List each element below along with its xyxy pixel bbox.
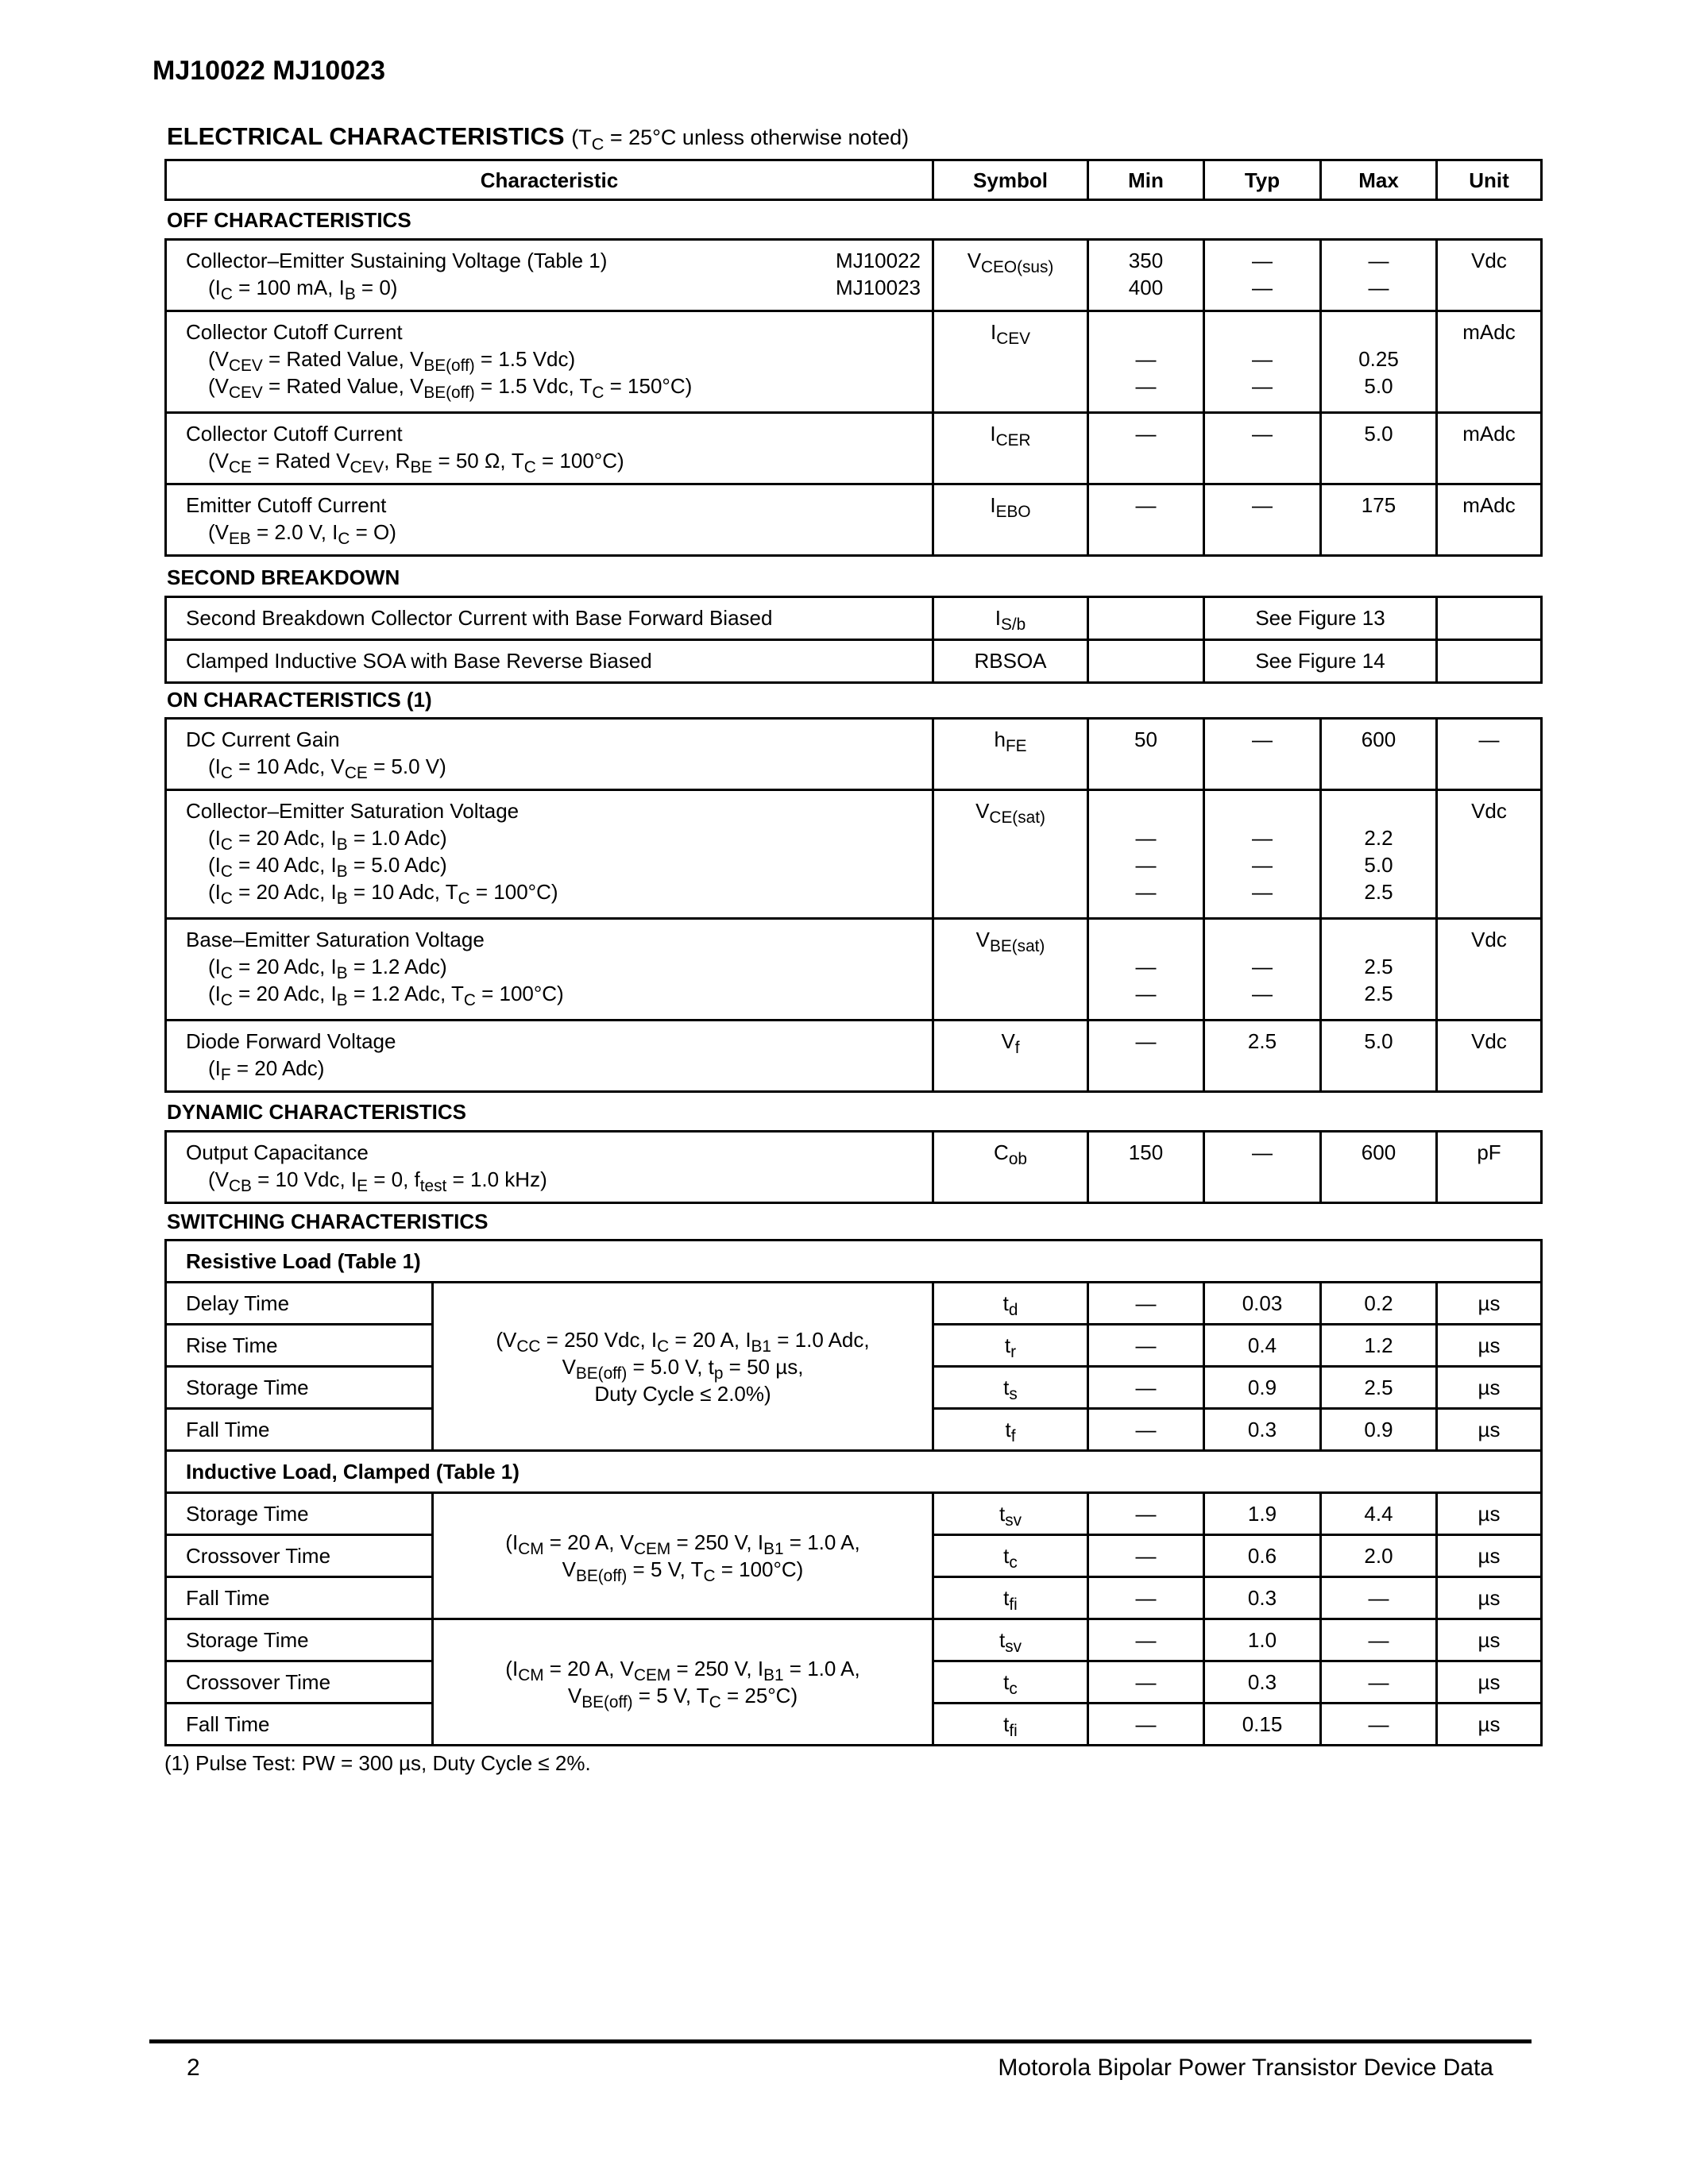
characteristic-name: Crossover Time bbox=[166, 1661, 433, 1704]
electrical-characteristics-heading bbox=[167, 122, 910, 154]
max-value: — bbox=[1321, 1577, 1437, 1619]
symbol: $t_{fi}$ bbox=[933, 1704, 1088, 1746]
typ-value: — bbox=[1252, 249, 1273, 272]
column-header-table bbox=[164, 159, 1543, 201]
unit-value: µs bbox=[1437, 1409, 1542, 1451]
max-value: 5.0 bbox=[1321, 1021, 1437, 1092]
table-row bbox=[166, 1451, 1542, 1493]
unit-value: mAdc bbox=[1437, 484, 1542, 556]
symbol: $I_{EBO}$ bbox=[933, 484, 1088, 556]
footer-rule bbox=[149, 2039, 1532, 2043]
min-value: — bbox=[1135, 982, 1157, 1005]
characteristic-name: Collector–Emitter Sustaining Voltage (Table 1) bbox=[186, 249, 608, 272]
symbol: $t_f$ bbox=[933, 1409, 1088, 1451]
max-value: — bbox=[1321, 1704, 1437, 1746]
symbol: $V_{CEO(sus)}$ bbox=[933, 240, 1088, 311]
typ-value: 0.6 bbox=[1204, 1535, 1321, 1577]
min-value: 150 bbox=[1088, 1132, 1204, 1203]
unit-value: Vdc bbox=[1437, 790, 1542, 919]
symbol: $t_{sv}$ bbox=[933, 1493, 1088, 1535]
test-condition: ($I_{CM} = 20$ A, $V_{CEM} = 250$ V, $I_{B1} = 1.0$ A, $V_{BE(off)} = 5$ V, $T_C = 100^\circ C$) bbox=[433, 1493, 933, 1619]
characteristic-name: Output Capacitance bbox=[186, 1140, 369, 1164]
test-condition: ($I_C = 100$ mA, $I_B = 0$) bbox=[208, 276, 398, 304]
typ-value: — bbox=[1252, 276, 1273, 299]
characteristic-name: Storage Time bbox=[166, 1619, 433, 1661]
characteristic-name: Collector–Emitter Saturation Voltage bbox=[186, 799, 520, 823]
table-row bbox=[166, 413, 1542, 484]
table-row bbox=[166, 1241, 1542, 1283]
typ-value: 1.0 bbox=[1204, 1619, 1321, 1661]
characteristic-name: Crossover Time bbox=[166, 1535, 433, 1577]
max-value: — bbox=[1368, 249, 1389, 272]
part-number: MJ10023 bbox=[836, 276, 921, 299]
symbol: $V_{CE(sat)}$ bbox=[933, 790, 1088, 919]
table-row bbox=[166, 240, 1542, 311]
min-value: — bbox=[1088, 1021, 1204, 1092]
table-row bbox=[166, 640, 1542, 683]
switching-characteristics-table bbox=[164, 1239, 1543, 1746]
max-value: 0.2 bbox=[1321, 1283, 1437, 1325]
symbol: $t_r$ bbox=[933, 1325, 1088, 1367]
symbol: $t_s$ bbox=[933, 1367, 1088, 1409]
unit-value: — bbox=[1437, 719, 1542, 790]
unit-value: µs bbox=[1437, 1577, 1542, 1619]
max-value: 0.9 bbox=[1321, 1409, 1437, 1451]
test-condition: ($I_C = 20$ Adc, $I_B = 1.0$ Adc) bbox=[208, 826, 447, 855]
characteristic-name: Clamped Inductive SOA with Base Reverse Biased bbox=[166, 640, 933, 683]
symbol: $t_c$ bbox=[933, 1661, 1088, 1704]
typ-value: 0.3 bbox=[1204, 1661, 1321, 1704]
typ-value: 0.3 bbox=[1204, 1409, 1321, 1451]
test-condition: ($I_C = 20$ Adc, $I_B = 1.2$ Adc, $T_C = 100^\circ C$) bbox=[208, 982, 564, 1010]
typ-value: — bbox=[1252, 982, 1273, 1005]
footnote: (1) Pulse Test: PW = 300 µs, Duty Cycle ≤ 2%. bbox=[164, 1751, 591, 1775]
test-condition: ($I_C = 20$ Adc, $I_B = 1.2$ Adc) bbox=[208, 955, 447, 983]
min-value: — bbox=[1088, 1619, 1204, 1661]
characteristic-name: Collector Cutoff Current bbox=[186, 320, 403, 344]
symbol: $h_{FE}$ bbox=[933, 719, 1088, 790]
col-typ: Typ bbox=[1204, 160, 1321, 200]
typ-value: — bbox=[1252, 826, 1273, 850]
resistive-load-heading: Resistive Load (Table 1) bbox=[166, 1241, 1542, 1283]
typ-value: 0.9 bbox=[1204, 1367, 1321, 1409]
min-value: — bbox=[1088, 1577, 1204, 1619]
unit-value: mAdc bbox=[1437, 311, 1542, 413]
max-value: 2.0 bbox=[1321, 1535, 1437, 1577]
max-value: 175 bbox=[1321, 484, 1437, 556]
characteristic-name: Fall Time bbox=[166, 1409, 433, 1451]
table-row bbox=[166, 1132, 1542, 1203]
min-value: — bbox=[1088, 1704, 1204, 1746]
test-condition: ($V_{CC} = 250$ Vdc, $I_C = 20$ A, $I_{B1} = 1.0$ Adc, $V_{BE(off)} = 5.0$ V, $t_p = 50$ µs, Duty Cycle ≤ 2.0%) bbox=[433, 1283, 933, 1451]
table-row bbox=[166, 311, 1542, 413]
min-value: 50 bbox=[1088, 719, 1204, 790]
max-value: 0.25 bbox=[1358, 347, 1399, 371]
symbol: $I_{CER}$ bbox=[933, 413, 1088, 484]
typ-value: 0.4 bbox=[1204, 1325, 1321, 1367]
symbol: RBSOA bbox=[933, 640, 1088, 683]
characteristic-name: Rise Time bbox=[166, 1325, 433, 1367]
characteristic-name: Fall Time bbox=[166, 1704, 433, 1746]
test-condition: ($I_C = 10$ Adc, $V_{CE} = 5.0$ V) bbox=[208, 754, 446, 783]
table-row bbox=[166, 597, 1542, 640]
section-off-characteristics: OFF CHARACTERISTICS bbox=[167, 208, 411, 232]
max-value: 4.4 bbox=[1321, 1493, 1437, 1535]
min-value: — bbox=[1088, 1535, 1204, 1577]
typ-value: — bbox=[1204, 719, 1321, 790]
table-row bbox=[166, 1619, 1542, 1661]
unit-value: Vdc bbox=[1437, 919, 1542, 1021]
characteristic-name: Emitter Cutoff Current bbox=[186, 493, 387, 517]
table-row bbox=[166, 919, 1542, 1021]
symbol: $V_{BE(sat)}$ bbox=[933, 919, 1088, 1021]
table-row bbox=[166, 790, 1542, 919]
test-condition: ($I_F = 20$ Adc) bbox=[208, 1056, 325, 1085]
page-title: MJ10022 MJ10023 bbox=[153, 56, 386, 86]
min-value: — bbox=[1088, 1493, 1204, 1535]
unit-value: Vdc bbox=[1437, 1021, 1542, 1092]
typ-value: — bbox=[1252, 347, 1273, 371]
max-value: 2.5 bbox=[1321, 1367, 1437, 1409]
footer-text: Motorola Bipolar Power Transistor Device Data bbox=[998, 2055, 1493, 2081]
typ-value: — bbox=[1252, 955, 1273, 978]
typ-value: — bbox=[1204, 413, 1321, 484]
max-value: 5.0 bbox=[1364, 374, 1393, 398]
min-value: — bbox=[1088, 484, 1204, 556]
section-switching-characteristics: SWITCHING CHARACTERISTICS bbox=[167, 1210, 489, 1233]
min-value: — bbox=[1135, 374, 1157, 398]
characteristic-name: Delay Time bbox=[166, 1283, 433, 1325]
max-value: 2.5 bbox=[1364, 955, 1393, 978]
test-condition: ($I_{CM} = 20$ A, $V_{CEM} = 250$ V, $I_{B1} = 1.0$ A, $V_{BE(off)} = 5$ V, $T_C = 25^\circ C$) bbox=[433, 1619, 933, 1746]
max-value: 2.5 bbox=[1364, 982, 1393, 1005]
symbol: $V_f$ bbox=[933, 1021, 1088, 1092]
inductive-load-heading: Inductive Load, Clamped (Table 1) bbox=[166, 1451, 1542, 1493]
see-figure: See Figure 13 bbox=[1204, 597, 1437, 640]
typ-value: — bbox=[1252, 853, 1273, 877]
unit-value: µs bbox=[1437, 1325, 1542, 1367]
symbol: $t_c$ bbox=[933, 1535, 1088, 1577]
off-characteristics-table bbox=[164, 238, 1543, 557]
unit-value: mAdc bbox=[1437, 413, 1542, 484]
max-value: — bbox=[1321, 1661, 1437, 1704]
col-max: Max bbox=[1321, 160, 1437, 200]
section-dynamic-characteristics: DYNAMIC CHARACTERISTICS bbox=[167, 1100, 466, 1124]
test-condition: ($I_C = 40$ Adc, $I_B = 5.0$ Adc) bbox=[208, 853, 447, 882]
unit-value: Vdc bbox=[1437, 240, 1542, 311]
typ-value: — bbox=[1252, 374, 1273, 398]
on-characteristics-table bbox=[164, 717, 1543, 1093]
typ-value: — bbox=[1204, 1132, 1321, 1203]
max-value: — bbox=[1321, 1619, 1437, 1661]
col-unit: Unit bbox=[1437, 160, 1542, 200]
unit-value: µs bbox=[1437, 1283, 1542, 1325]
characteristic-name: Collector Cutoff Current bbox=[186, 422, 403, 446]
min-value: — bbox=[1088, 1409, 1204, 1451]
max-value: — bbox=[1368, 276, 1389, 299]
section-second-breakdown: SECOND BREAKDOWN bbox=[167, 565, 400, 589]
symbol: $t_{fi}$ bbox=[933, 1577, 1088, 1619]
page-number: 2 bbox=[187, 2055, 200, 2081]
max-value: 2.5 bbox=[1364, 880, 1393, 904]
table-row bbox=[166, 719, 1542, 790]
section-on-characteristics: ON CHARACTERISTICS (1) bbox=[167, 688, 432, 712]
max-value: 2.2 bbox=[1364, 826, 1393, 850]
max-value: 600 bbox=[1321, 1132, 1437, 1203]
heading-note: ($T_C = 25^\circ C$ unless otherwise noted) bbox=[571, 125, 910, 154]
col-min: Min bbox=[1088, 160, 1204, 200]
typ-value: 0.3 bbox=[1204, 1577, 1321, 1619]
part-number: MJ10022 bbox=[836, 249, 921, 272]
test-condition: ($V_{EB} = 2.0$ V, $I_C = O$) bbox=[208, 520, 396, 549]
dynamic-characteristics-table bbox=[164, 1130, 1543, 1204]
typ-value: 2.5 bbox=[1204, 1021, 1321, 1092]
unit-value: µs bbox=[1437, 1535, 1542, 1577]
table-row bbox=[166, 1493, 1542, 1535]
symbol: $I_{S/b}$ bbox=[933, 597, 1088, 640]
characteristic-name: Storage Time bbox=[166, 1493, 433, 1535]
typ-value: — bbox=[1252, 880, 1273, 904]
table-row bbox=[166, 1283, 1542, 1325]
unit-value: pF bbox=[1437, 1132, 1542, 1203]
characteristic-name: Fall Time bbox=[166, 1577, 433, 1619]
test-condition: ($V_{CE}$ = Rated $V_{CEV}$, $R_{BE} = 50$ Ω, $T_C = 100^\circ C$) bbox=[208, 449, 624, 477]
min-value: — bbox=[1088, 1325, 1204, 1367]
characteristic-name: DC Current Gain bbox=[186, 727, 340, 751]
min-value: — bbox=[1088, 1283, 1204, 1325]
test-condition: ($V_{CB} = 10$ Vdc, $I_E = 0$, $f_{test} = 1.0$ kHz) bbox=[208, 1167, 547, 1196]
min-value: — bbox=[1088, 413, 1204, 484]
symbol: $I_{CEV}$ bbox=[933, 311, 1088, 413]
typ-value: 0.15 bbox=[1204, 1704, 1321, 1746]
typ-value: 1.9 bbox=[1204, 1493, 1321, 1535]
max-value: 600 bbox=[1321, 719, 1437, 790]
unit-value: µs bbox=[1437, 1619, 1542, 1661]
col-symbol: Symbol bbox=[933, 160, 1088, 200]
table-row bbox=[166, 484, 1542, 556]
min-value: — bbox=[1135, 347, 1157, 371]
test-condition: ($I_C = 20$ Adc, $I_B = 10$ Adc, $T_C = 100^\circ C$) bbox=[208, 880, 558, 909]
second-breakdown-table bbox=[164, 596, 1543, 684]
min-value: — bbox=[1135, 826, 1157, 850]
characteristic-name: Storage Time bbox=[166, 1367, 433, 1409]
table-row bbox=[166, 1021, 1542, 1092]
characteristic-name: Base–Emitter Saturation Voltage bbox=[186, 928, 485, 951]
max-value: 5.0 bbox=[1364, 853, 1393, 877]
min-value: — bbox=[1135, 955, 1157, 978]
min-value: — bbox=[1088, 1661, 1204, 1704]
min-value: 350 bbox=[1128, 249, 1164, 272]
max-value: 5.0 bbox=[1321, 413, 1437, 484]
test-condition: ($V_{CEV}$ = Rated Value, $V_{BE(off)} = 1.5$ Vdc, $T_C = 150^\circ C$) bbox=[208, 374, 693, 403]
see-figure: See Figure 14 bbox=[1204, 640, 1437, 683]
symbol: $t_d$ bbox=[933, 1283, 1088, 1325]
min-value: 400 bbox=[1128, 276, 1164, 299]
characteristic-name: Second Breakdown Collector Current with Base Forward Biased bbox=[166, 597, 933, 640]
unit-value: µs bbox=[1437, 1704, 1542, 1746]
min-value: — bbox=[1135, 853, 1157, 877]
heading-label: ELECTRICAL CHARACTERISTICS bbox=[167, 122, 565, 150]
max-value: 1.2 bbox=[1321, 1325, 1437, 1367]
col-characteristic: Characteristic bbox=[166, 160, 933, 200]
unit-value: µs bbox=[1437, 1367, 1542, 1409]
symbol: $t_{sv}$ bbox=[933, 1619, 1088, 1661]
unit-value: µs bbox=[1437, 1661, 1542, 1704]
characteristic-name: Diode Forward Voltage bbox=[186, 1029, 396, 1053]
symbol: $C_{ob}$ bbox=[933, 1132, 1088, 1203]
min-value: — bbox=[1135, 880, 1157, 904]
test-condition: ($V_{CEV}$ = Rated Value, $V_{BE(off)} = 1.5$ Vdc) bbox=[208, 347, 576, 376]
unit-value: µs bbox=[1437, 1493, 1542, 1535]
typ-value: — bbox=[1204, 484, 1321, 556]
typ-value: 0.03 bbox=[1204, 1283, 1321, 1325]
min-value: — bbox=[1088, 1367, 1204, 1409]
